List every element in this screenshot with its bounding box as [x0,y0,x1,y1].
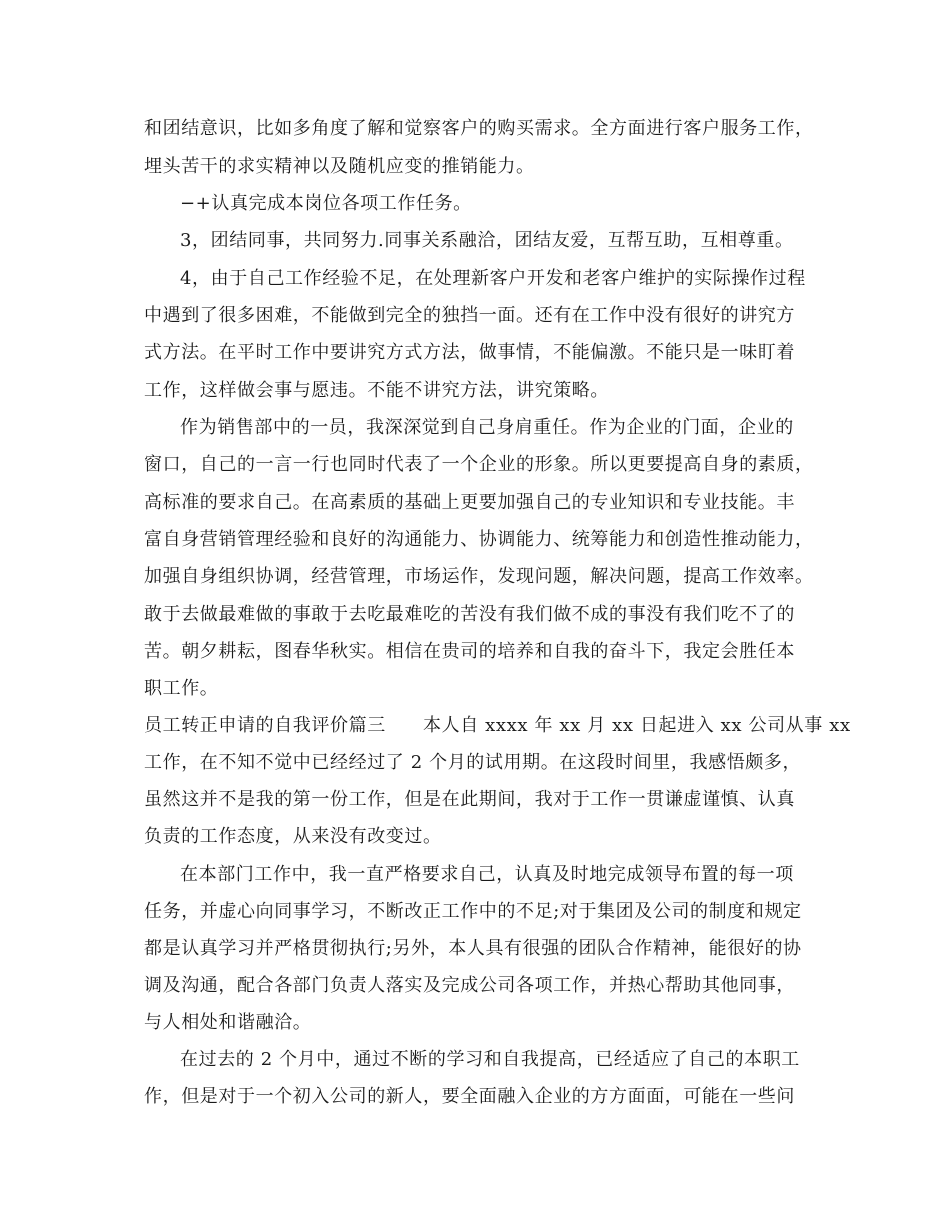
text-line-15: 苦。朝夕耕耘，图春华秋实。相信在贵司的培养和自我的奋斗下，我定会胜任本 [144,641,795,662]
text-line-3: −+认真完成本岗位各项工作任务。 [180,193,472,214]
section-heading-line: 员工转正申请的自我评价篇三 本人自 xxxx 年 xx 月 xx 日起进入 xx 公司从事 xx [144,715,851,736]
text-line-8: 工作，这样做会事与愿违。不能不讲究方法，讲究策略。 [144,380,609,401]
text-line-13: 加强自身组织协调，经营管理，市场运作，发现问题，解决问题，提高工作效率。 [144,566,814,587]
text-line-18: 工作，在不知不觉中已经经过了 2 个月的试用期。在这段时间里，我感悟颇多， [144,752,802,773]
text-line-23: 都是认真学习并严格贯彻执行;另外，本人具有很强的团队合作精神，能很好的协 [144,938,802,959]
text-line-12: 富自身营销管理经验和良好的沟通能力、协调能力、统筹能力和创造性推动能力， [144,529,814,550]
text-line-19: 虽然这并不是我的第一份工作，但是在此期间，我对于工作一贯谦虚谨慎、认真 [144,789,795,810]
text-line-16: 职工作。 [144,678,219,699]
text-line-24: 调及沟通，配合各部门负责人落实及完成公司各项工作，并热心帮助其他同事， [144,975,795,996]
text-line-7: 式方法。在平时工作中要讲究方式方法，做事情，不能偏激。不能只是一味盯着 [144,342,795,363]
text-line-2: 埋头苦干的求实精神以及随机应变的推销能力。 [144,156,535,177]
text-line-14: 敢于去做最难做的事敢于去吃最难吃的苦没有我们做不成的事没有我们吃不了的 [144,604,795,625]
text-line-27: 作，但是对于一个初入公司的新人，要全面融入企业的方方面面，可能在一些问 [144,1086,795,1107]
text-line-26: 在过去的 2 个月中，通过不断的学习和自我提高，已经适应了自己的本职工 [180,1049,800,1070]
text-line-22: 任务，并虚心向同事学习，不断改正工作中的不足;对于集团及公司的制度和规定 [144,901,802,922]
text-line-10: 窗口，自己的一言一行也同时代表了一个企业的形象。所以更要提高自身的素质， [144,454,814,475]
text-line-5: 4，由于自己工作经验不足，在处理新客户开发和老客户维护的实际操作过程 [180,268,806,289]
text-line-1: 和团结意识，比如多角度了解和觉察客户的购买需求。全方面进行客户服务工作， [144,118,814,139]
text-line-6: 中遇到了很多困难，不能做到完全的独挡一面。还有在工作中没有很好的讲究方 [144,305,795,326]
text-line-25: 与人相处和谐融洽。 [144,1012,312,1033]
text-line-11: 高标准的要求自己。在高素质的基础上更要加强自己的专业知识和专业技能。丰 [144,492,795,513]
text-line-20: 负责的工作态度，从来没有改变过。 [144,826,442,847]
text-line-9: 作为销售部中的一员，我深深觉到自己身肩重任。作为企业的门面，企业的 [180,417,794,438]
text-line-4: 3，团结同事，共同努力.同事关系融洽，团结友爱，互帮互助，互相尊重。 [180,230,794,251]
text-line-21: 在本部门工作中，我一直严格要求自己，认真及时地完成领导布置的每一项 [180,864,794,885]
